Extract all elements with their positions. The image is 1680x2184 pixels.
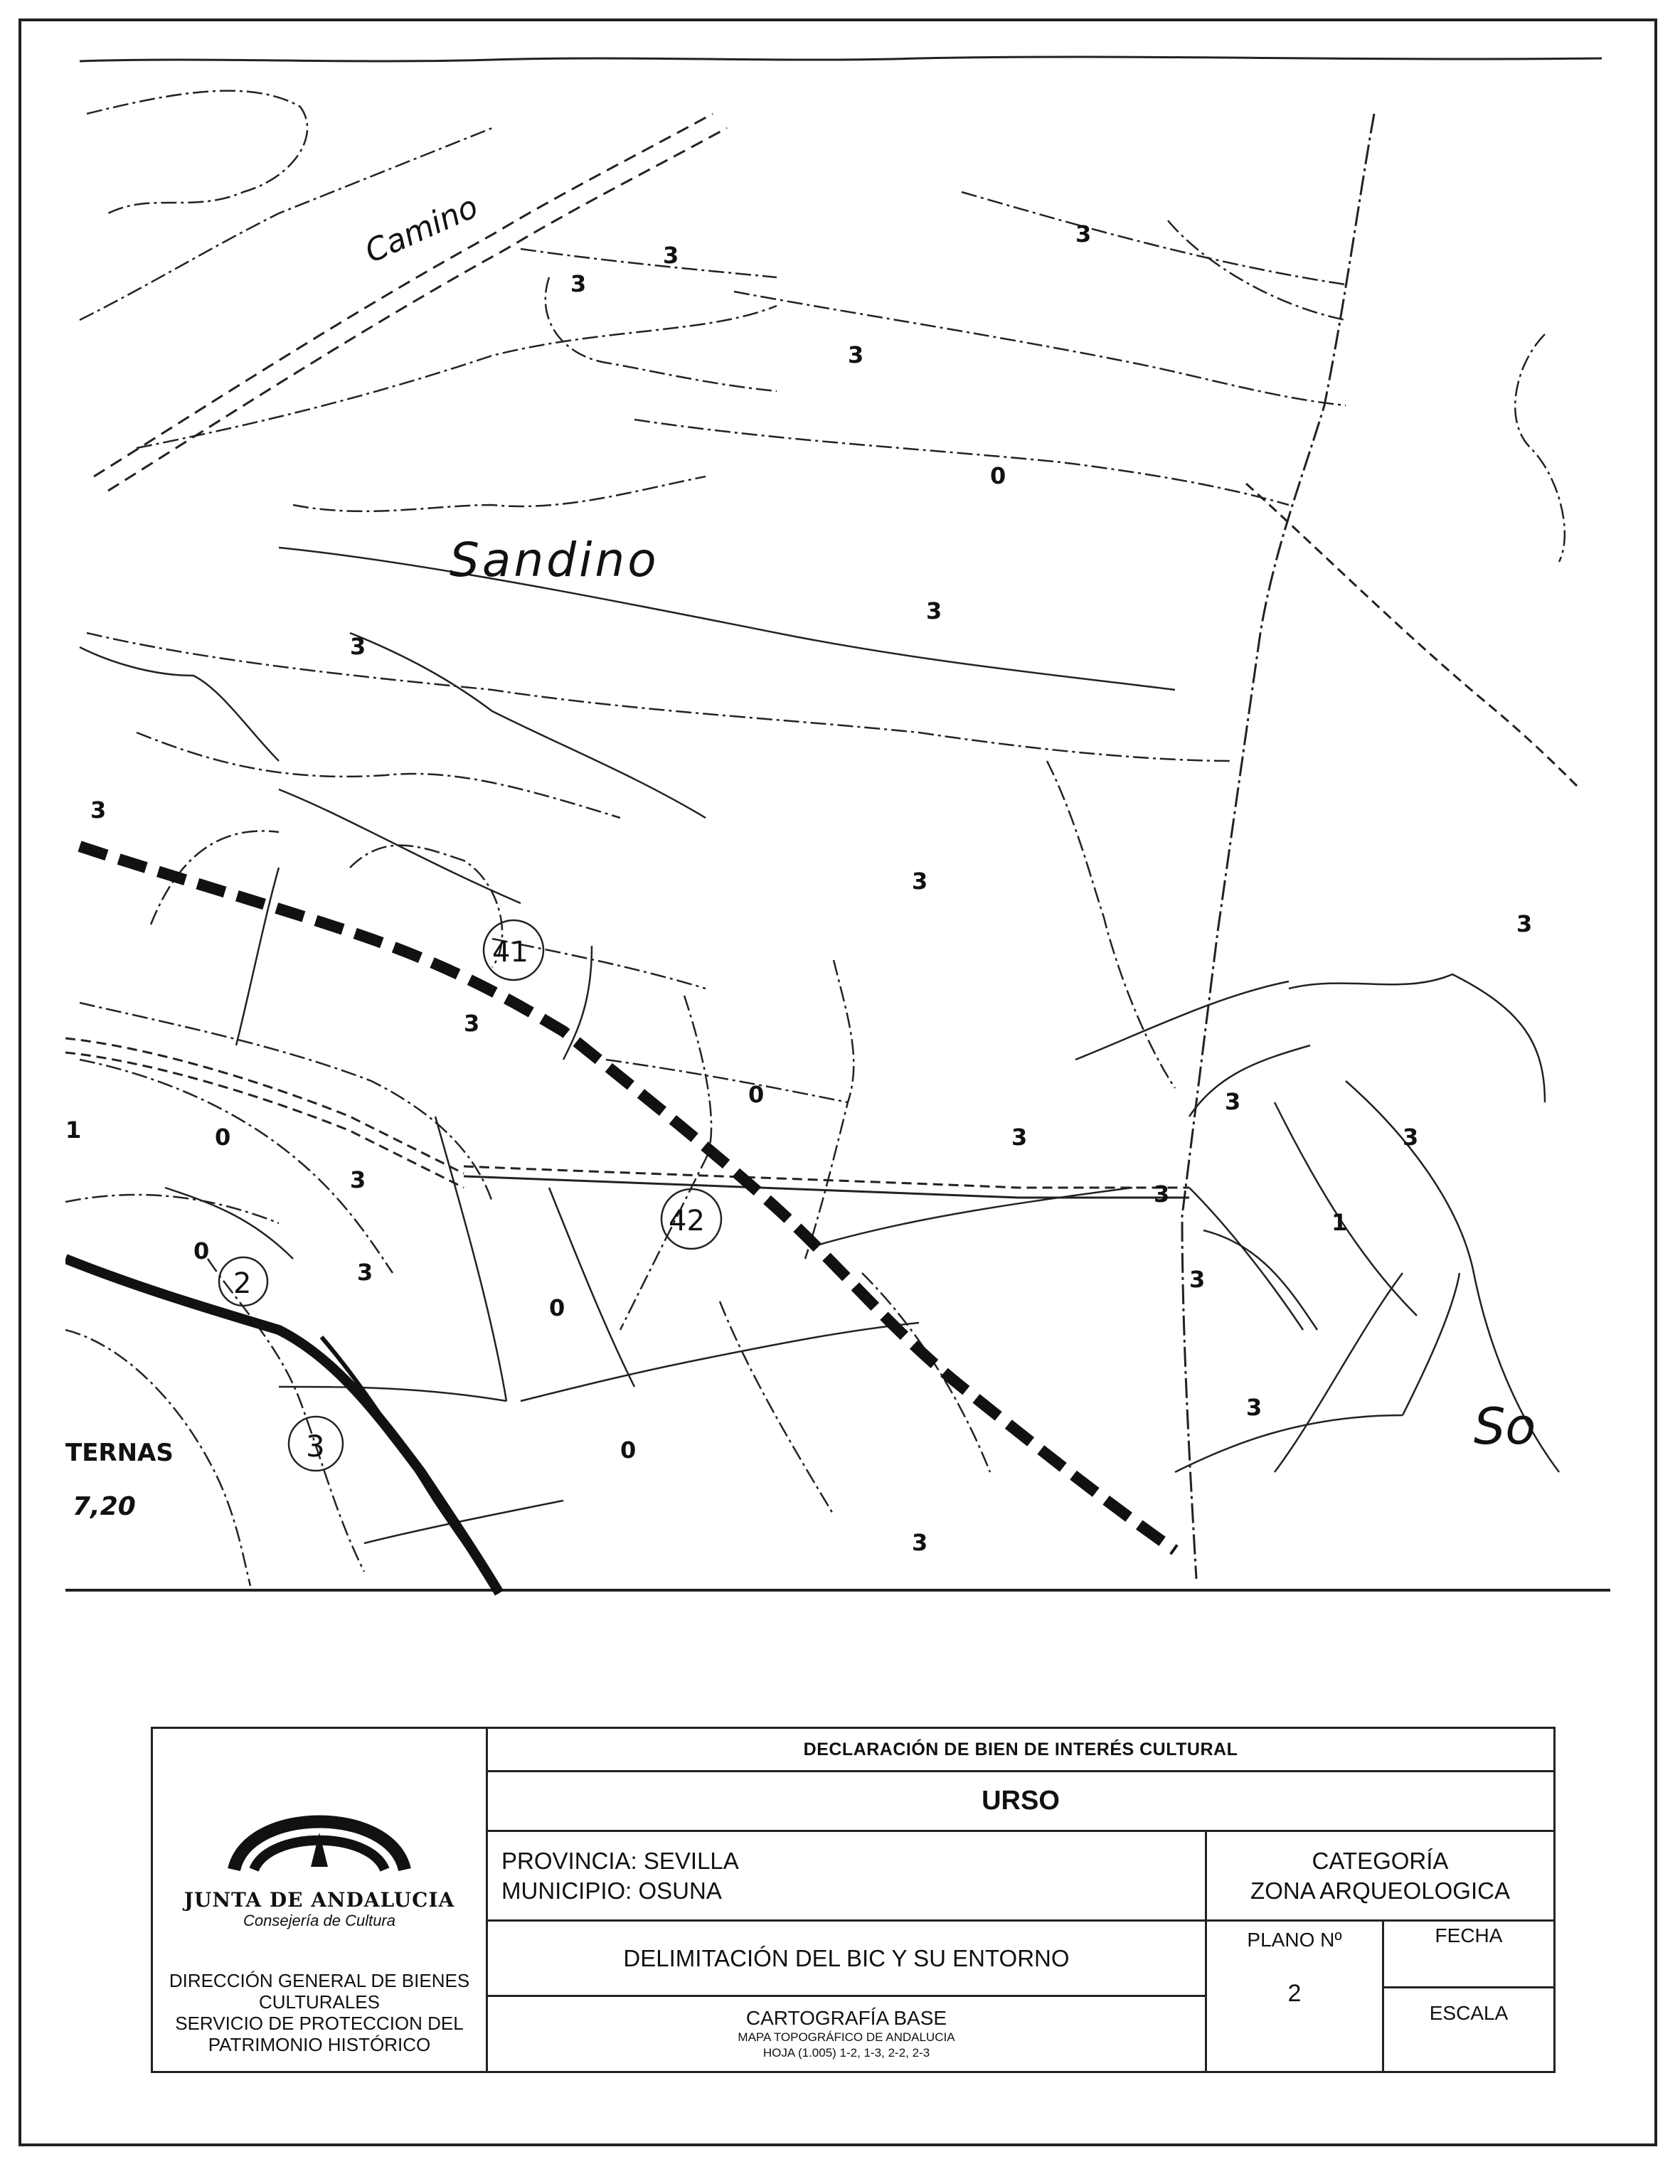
spot-number: 0 xyxy=(549,1294,565,1321)
categoria-label: CATEGORÍA xyxy=(1312,1847,1449,1874)
spot-number: 0 xyxy=(215,1124,231,1151)
spot-number: 3 xyxy=(1246,1394,1262,1421)
boundary-line-east xyxy=(1246,484,1580,789)
spot-number: 3 xyxy=(1189,1266,1206,1293)
spot-numbers xyxy=(65,220,1532,1556)
municipio: MUNICIPIO: OSUNA xyxy=(501,1877,722,1904)
directorate-line: PATRIMONIO HISTÓRICO xyxy=(208,2033,431,2055)
spot-number: 3 xyxy=(1403,1124,1419,1151)
place-name-so: So xyxy=(1474,1397,1536,1456)
road-double xyxy=(464,1166,1189,1198)
site-number-2: 2 xyxy=(233,1267,252,1300)
spot-number: 1 xyxy=(65,1117,82,1144)
fecha-label: FECHA xyxy=(1435,1924,1503,1946)
plano-label: PLANO Nº xyxy=(1247,1929,1342,1951)
cartografia-source: MAPA TOPOGRÁFICO DE ANDALUCIA xyxy=(738,2030,955,2044)
map-top-edge xyxy=(80,57,1602,61)
site-number-42: 42 xyxy=(669,1205,705,1237)
road-dashed-west xyxy=(65,1038,464,1188)
logo-organisation: JUNTA DE ANDALUCIA xyxy=(184,1887,455,1912)
junta-andalucia-logo xyxy=(220,1777,419,1877)
road-name-camino: Camino xyxy=(359,188,484,271)
divider xyxy=(1382,1986,1553,1988)
spot-number: 3 xyxy=(1516,910,1533,937)
logo-cell xyxy=(153,1729,486,1935)
logo-department: Consejería de Cultura xyxy=(243,1911,395,1929)
spot-number: 0 xyxy=(748,1081,765,1108)
spot-number: 3 xyxy=(912,868,928,895)
spot-number: 3 xyxy=(1075,220,1092,247)
categoria-cell xyxy=(1207,1832,1553,1919)
spot-number: 3 xyxy=(663,242,679,269)
cartografia-sheets: HOJA (1.005) 1-2, 1-3, 2-2, 2-3 xyxy=(762,2046,930,2060)
cut-label-ternas: TERNAS xyxy=(65,1439,174,1467)
spot-number: 1 xyxy=(1331,1209,1348,1236)
spot-number: 3 xyxy=(350,633,366,660)
spot-number: 3 xyxy=(357,1259,373,1286)
provincia: PROVINCIA: SEVILLA xyxy=(501,1847,739,1874)
site-number-3: 3 xyxy=(306,1429,325,1464)
spot-number: 3 xyxy=(1154,1181,1170,1208)
title-block xyxy=(151,1727,1556,2073)
map-canvas xyxy=(65,50,1615,1614)
categoria-value: ZONA ARQUEOLOGICA xyxy=(1250,1877,1510,1904)
spot-number: 3 xyxy=(90,797,107,824)
camino-road xyxy=(94,114,727,491)
spot-number: 3 xyxy=(570,270,587,297)
spot-number: 0 xyxy=(990,462,1006,489)
plano-value: 2 xyxy=(1287,1980,1302,2007)
spot-number: 3 xyxy=(848,341,864,368)
spot-number: 3 xyxy=(464,1010,480,1037)
plan-title: DELIMITACIÓN DEL BIC Y SU ENTORNO xyxy=(623,1944,1070,1971)
boundary-line xyxy=(1182,114,1374,1579)
cut-label-elevation: 7,20 xyxy=(73,1492,136,1521)
spot-number: 3 xyxy=(926,597,942,624)
spot-number: 0 xyxy=(620,1437,637,1464)
directorate-line: DIRECCIÓN GENERAL DE BIENES xyxy=(169,1969,470,1991)
place-name-sandino: Sandino xyxy=(450,533,659,587)
spot-number: 3 xyxy=(912,1529,928,1556)
plano-cell xyxy=(1207,1922,1382,2071)
topographic-map xyxy=(65,50,1615,1614)
directorate-line: SERVICIO DE PROTECCION DEL xyxy=(175,2012,464,2034)
highway-solid xyxy=(65,1259,499,1593)
spot-number: 3 xyxy=(1225,1088,1241,1115)
contour-solid-lines xyxy=(80,548,1559,1543)
spot-number: 3 xyxy=(1011,1124,1028,1151)
directorate-line: CULTURALES xyxy=(258,1991,380,2013)
site-number-41: 41 xyxy=(492,936,528,969)
declaration-title: DECLARACIÓN DE BIEN DE INTERÉS CULTURAL xyxy=(803,1739,1238,1759)
contour-lines xyxy=(65,91,1565,1586)
location-cell xyxy=(501,1832,1198,1919)
cartografia-title: CARTOGRAFÍA BASE xyxy=(745,2007,947,2029)
escala-label: ESCALA xyxy=(1429,2002,1509,2024)
spot-number: 3 xyxy=(350,1166,366,1193)
directorate-text xyxy=(153,1954,486,2071)
spot-number: 0 xyxy=(193,1237,210,1264)
site-name: URSO xyxy=(982,1786,1060,1816)
highway-edge xyxy=(321,1337,499,1593)
cartografia-cell xyxy=(488,1997,1205,2071)
